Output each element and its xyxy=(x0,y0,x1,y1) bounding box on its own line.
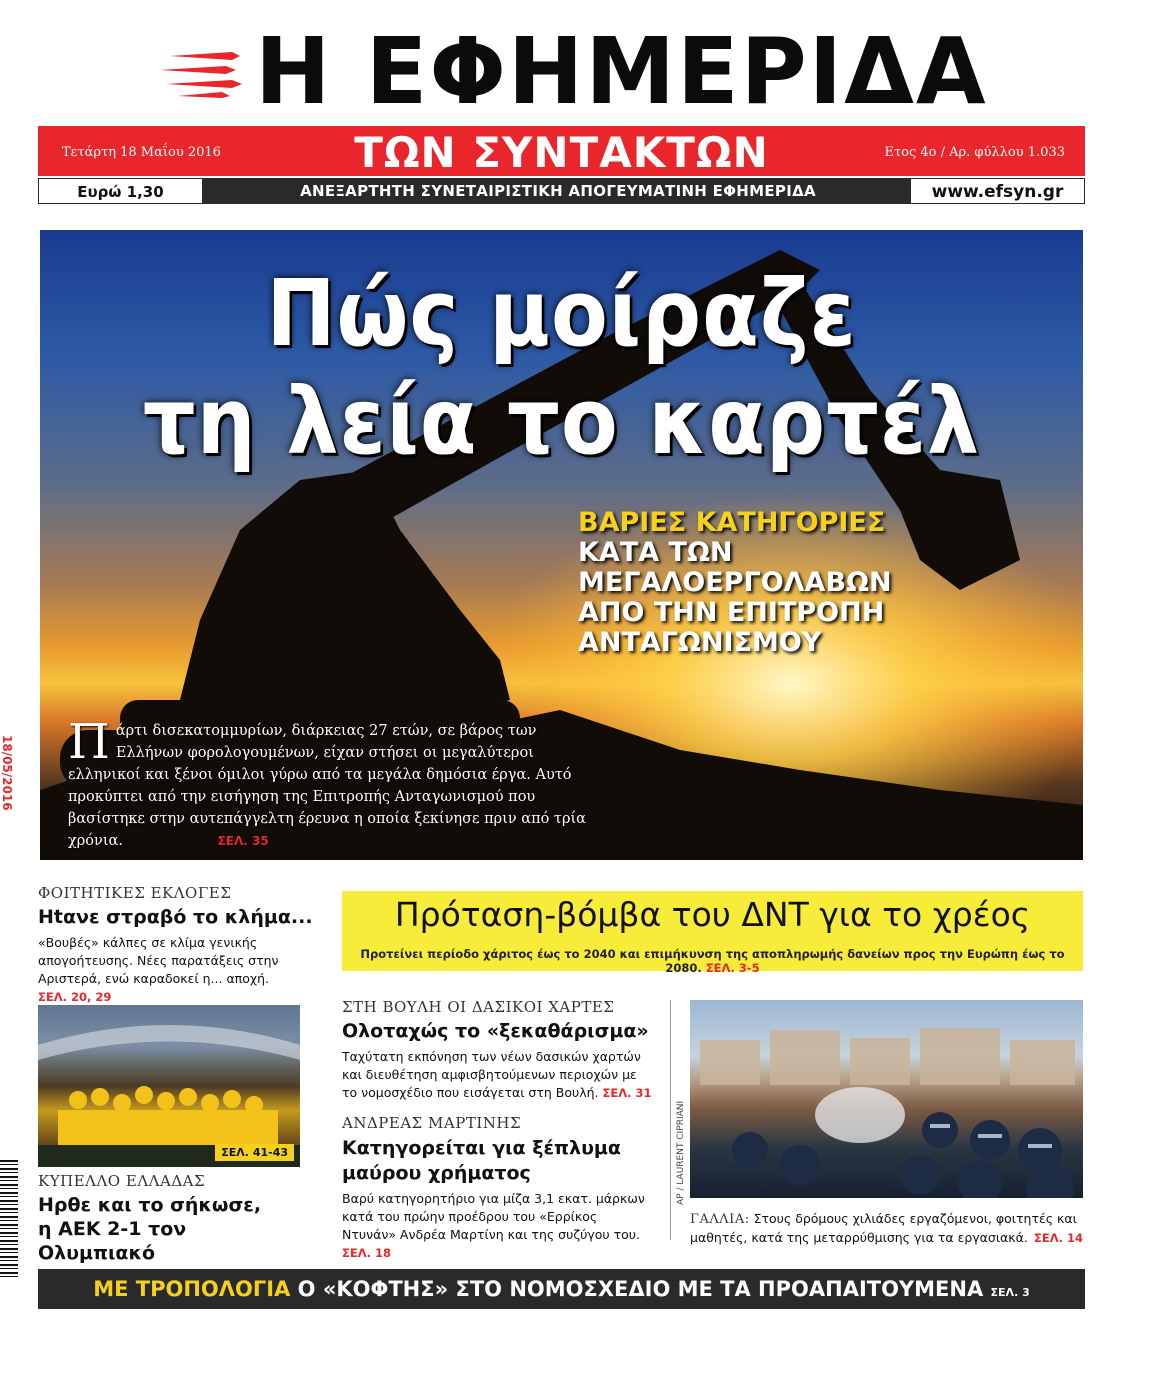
story-headline[interactable]: Ολοταχώς το «ξεκαθάρισμα» xyxy=(342,1020,649,1042)
issue-date: Τετάρτη 18 Μαΐου 2016 xyxy=(62,145,221,160)
story-headline-line: Κατηγορείται για ξέπλυμα xyxy=(342,1137,621,1159)
price: Ευρώ 1,30 xyxy=(38,178,203,204)
issue-number: Ετος 4ο / Αρ. φύλλου 1.033 xyxy=(884,145,1065,160)
hero-deck-line: ΜΕΓΑΛΟΕΡΓΟΛΑΒΩΝ xyxy=(578,567,892,598)
fountain-pen-nibs-icon xyxy=(160,50,260,98)
page-reference[interactable]: ΣΕΛ. 35 xyxy=(217,834,269,848)
masthead-title: Η ΕΦΗΜΕΡΙΔΑ xyxy=(255,18,988,125)
hero-deck xyxy=(578,508,892,658)
protest-illustration xyxy=(690,1000,1083,1198)
story-body-text: Βαρύ κατηγορητήριο για μίζα 3,1 εκατ. μάρκων κατά του πρώην προέδρου του «Ερρίκος Ντυνάν» Ανδρέα Μαρτίνη και της συζύγου του. xyxy=(342,1191,645,1242)
banner-subline xyxy=(342,947,1083,975)
imf-debt-banner[interactable] xyxy=(342,891,1083,975)
page-reference[interactable]: ΣΕΛ. 3 xyxy=(990,1286,1030,1299)
hero-deck-accent: ΒΑΡΙΕΣ ΚΑΤΗΓΟΡΙΕΣ xyxy=(578,507,886,538)
story-headline-line: Ηρθε και το σήκωσε, xyxy=(38,1194,262,1216)
hero-headline[interactable] xyxy=(92,260,1031,476)
story-kicker: ΣΤΗ ΒΟΥΛΗ ΟΙ ΔΑΣΙΚΟΙ ΧΑΡΤΕΣ xyxy=(342,998,615,1016)
page-reference[interactable]: ΣΕΛ. 18 xyxy=(342,1246,391,1260)
photo-caption xyxy=(690,1210,1083,1247)
column-divider xyxy=(670,1000,671,1240)
story-body-text: Ταχύτατη εκπόνηση των νέων δασικών χαρτών και διευθέτηση αμφισβητούμενων περιοχών με το νομοσχέδιο που εισάγεται στη Βουλή. xyxy=(342,1049,641,1100)
masthead-subtitle: ΤΩΝ ΣΥΝΤΑΚΤΩΝ xyxy=(354,128,769,177)
website-link[interactable]: www.efsyn.gr xyxy=(910,178,1085,204)
caption-kicker: ΓΑΛΛΙΑ: xyxy=(690,1212,750,1227)
story-headline[interactable] xyxy=(342,1136,652,1186)
page-reference[interactable]: ΣΕΛ. 41-43 xyxy=(215,1144,294,1161)
cup-celebration-photo[interactable] xyxy=(38,1005,300,1167)
page-reference[interactable]: ΣΕΛ. 14 xyxy=(1034,1231,1083,1245)
bottom-bar-text xyxy=(38,1269,1085,1313)
hero-deck-line: ΚΑΤΑ ΤΩΝ xyxy=(578,537,733,568)
story-body-text: «Βουβές» κάλπες σε κλίμα γενικής απογοήτευσης. Νέες παρατάξεις στην Αριστερά, ενώ καραδοκεί η... αποχή. xyxy=(38,935,279,986)
france-protest-photo[interactable] xyxy=(690,1000,1083,1198)
hero-lead-text: άρτι δισεκατομμυρίων, διάρκειας 27 ετών, σε βάρος των Ελλήνων φορολογουμένων, είχαν στήσει οι μεγαλύτεροι ελληνικοί και ξένοι όμιλοι γύρω από τα μεγάλα δημόσια έργα. Αυτό προκύπτει από την εισήγηση της Επιτροπής Ανταγωνισμού που βασίστηκε στην αυτεπάγγελτη έρευνα η οποία ξεκίνησε πριν από τρία χρόνια. xyxy=(68,723,586,849)
bottom-bar-accent: ΜΕ ΤΡΟΠΟΛΟΓΙΑ xyxy=(93,1277,291,1301)
page-reference[interactable]: ΣΕΛ. 31 xyxy=(602,1086,652,1100)
stadium-illustration xyxy=(38,1005,300,1167)
story-headline-line: η ΑΕΚ 2-1 τον Ολυμπιακό xyxy=(38,1218,187,1264)
photo-credit: AP / LAURENT CIPRIANI xyxy=(676,1100,686,1205)
hero-story[interactable] xyxy=(40,230,1083,860)
story-headline[interactable] xyxy=(38,1193,300,1265)
story-body xyxy=(38,934,300,1006)
story-headline-line: μαύρου χρήματος xyxy=(342,1162,531,1184)
story-headline[interactable]: Ηtανε στραβό το κλήμα... xyxy=(38,906,313,928)
banner-subline-text: Προτείνει περίοδο χάριτος έως το 2040 και επιμήκυνση της αποπληρωμής δανείων προς την Ευρώπη έως το 2080. xyxy=(360,947,1065,975)
story-kicker: ΑΝΔΡΕΑΣ ΜΑΡΤΙΝΗΣ xyxy=(342,1114,522,1132)
story-kicker: ΦΟΙΤΗΤΙΚΕΣ ΕΚΛΟΓΕΣ xyxy=(38,884,232,902)
story-kicker: ΚΥΠΕΛΛΟ ΕΛΛΑΔΑΣ xyxy=(38,1172,206,1190)
tagline: ΑΝΕΞΑΡΤΗΤΗ ΣΥΝΕΤΑΙΡΙΣΤΙΚΗ ΑΠΟΓΕΥΜΑΤΙΝΗ ΕΦΗΜΕΡΙΔΑ xyxy=(300,182,816,200)
page-reference[interactable]: ΣΕΛ. 20, 29 xyxy=(38,990,112,1004)
banner-headline: Πρόταση-βόμβα του ΔΝΤ για το χρέος xyxy=(394,895,1031,934)
hero-headline-line1: Πώς μοίραζε xyxy=(266,260,857,367)
page-reference[interactable]: ΣΕΛ. 3-5 xyxy=(705,961,760,975)
hero-deck-line: ΑΝΤΑΓΩΝΙΣΜΟΥ xyxy=(578,627,822,658)
caption-text: Στους δρόμους χιλιάδες εργαζόμενοι, φοιτητές και μαθητές, κατά της μεταρρύθμισης για τα εργασιακά. xyxy=(690,1211,1077,1245)
drop-cap: Π xyxy=(68,714,110,770)
story-body xyxy=(342,1190,652,1262)
hero-deck-line: ΑΠΟ ΤΗΝ ΕΠΙΤΡΟΠΗ xyxy=(578,597,885,628)
bottom-news-bar[interactable] xyxy=(38,1269,1085,1309)
hero-headline-line2: τη λεία το καρτέλ xyxy=(142,368,981,475)
barcode xyxy=(0,1160,18,1280)
masthead xyxy=(160,18,988,125)
side-date-stamp: 18/05/2016 xyxy=(0,735,14,811)
masthead-info-band xyxy=(38,178,1085,204)
story-body xyxy=(342,1048,652,1102)
bottom-bar-headline: Ο «ΚΟΦΤΗΣ» ΣΤΟ ΝΟΜΟΣΧΕΔΙΟ ΜΕ ΤΑ ΠΡΟΑΠΑΙΤΟΥΜΕΝΑ xyxy=(297,1277,984,1301)
hero-lead xyxy=(68,714,608,852)
